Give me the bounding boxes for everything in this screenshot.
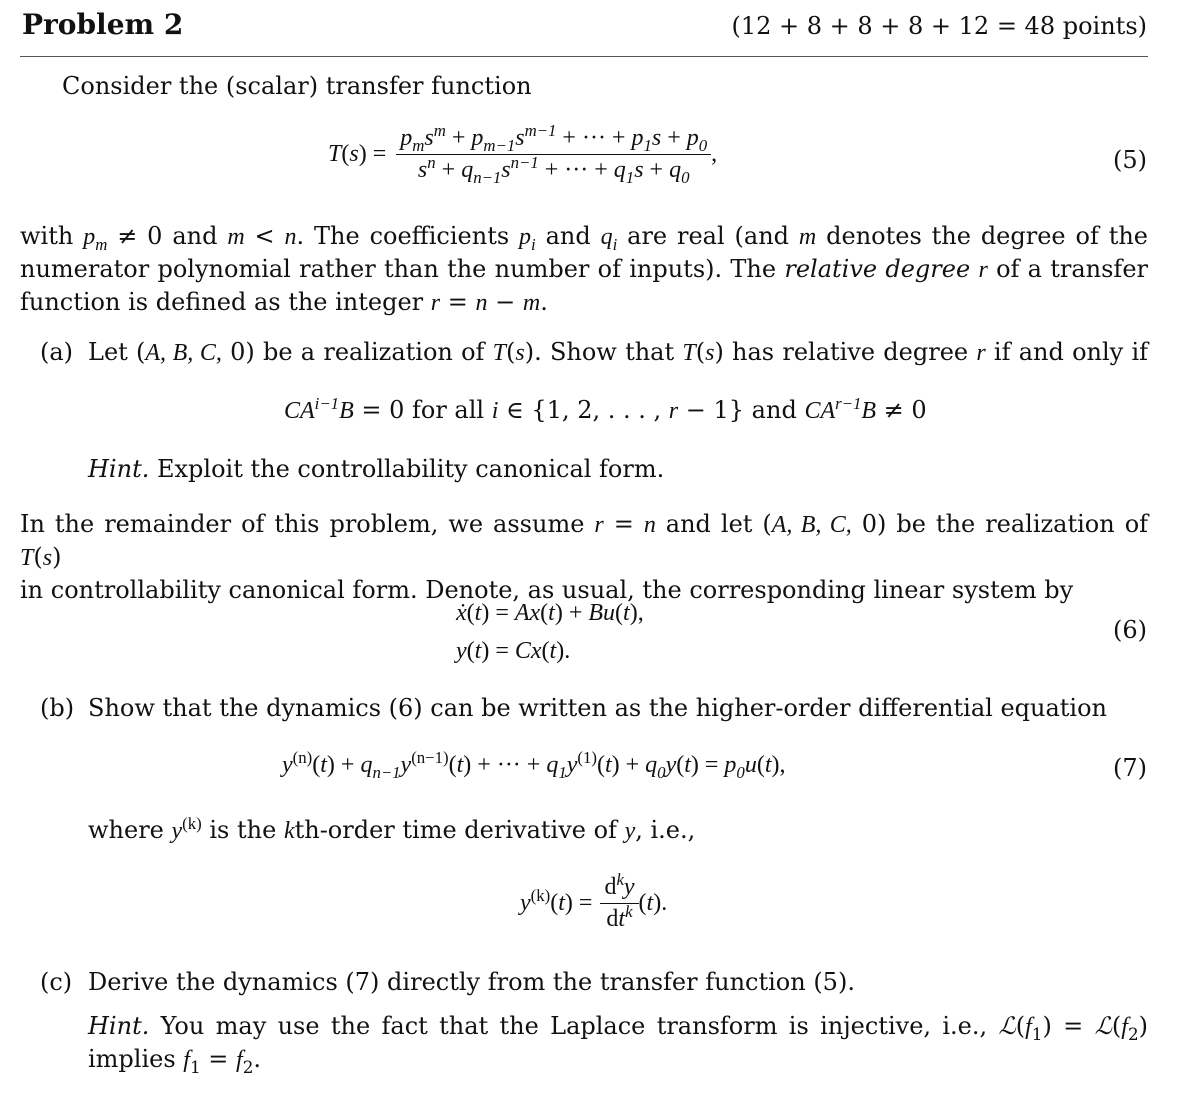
part-a-text: Let (A, B, C, 0) be a realization of T(s). Show that T(s) has relative degree r if and only if [88, 338, 1149, 366]
deriv-numerator: $d^ky$ [600, 874, 638, 904]
part-c-hint [88, 1010, 1148, 1076]
equation-5: T(s) = $\frac{p_ms^m + p_{m-1}s^{m-1} + \cdot\cdot\cdot + p_1s + p_0}{s^n + q_{n-1}s^{n-1} + \cdot\cdot\cdot + q_1s + q_0}$ , [328, 120, 718, 187]
part-a-condition: $CA^{i-1}B = 0$ for all i ∈ {1, 2, . . . , r − 1} and $CA^{r-1}B \ne 0$ [284, 394, 927, 424]
equation-7: $y^{(n)}(t) + q_{n-1}y^{(n-1)}(t)$ + ··· + $q_1y^{(1)}(t) + q_0y(t) = p_0u(t)$, [282, 748, 786, 782]
part-b-label: (b) [40, 694, 75, 722]
deriv-tail: (t). [638, 889, 668, 916]
part-b-where: where $y^{(k)}$ is the kth-order time derivative of y, i.e., [88, 814, 696, 844]
eq5-numerator: $p_ms^m + p_{m-1}s^{m-1}$ + ··· + $p_1s + p_0$ [396, 125, 711, 155]
deriv-lhs: $y^{(k)}(t)$ = [520, 885, 593, 916]
eq5-lhs: T(s) = [328, 140, 387, 167]
part-c-hint-line-1: Hint. You may use the fact that the Laplace transform is injective, i.e., $ℒ(f_1)$ = $ℒ(f_2)$ [88, 1012, 1148, 1044]
definition-line-2: numerator polynomial rather than the number of inputs). The relative degree r of a transfer [20, 255, 1148, 283]
eq6-line-2: y(t) = Cx(t). [456, 638, 571, 664]
part-c-hint-line-2: implies $f_1 = f_2$. [88, 1045, 262, 1077]
part-a-hint-text: Exploit the controllability canonical form. [156, 455, 665, 483]
eq5-denominator: $s^n + q_{n-1}s^{n-1}$ + ··· + $q_1s + q_0$ [417, 152, 690, 187]
eq6-label: (6) [1113, 616, 1147, 644]
derivative-definition [520, 866, 667, 940]
remainder-line-2: in controllability canonical form. Denote, as usual, the corresponding linear system by [20, 576, 1074, 604]
deriv-denominator: $dt^k$ [606, 901, 633, 932]
part-a-hint-label: Hint. [88, 455, 150, 483]
definition-paragraph [20, 220, 1148, 319]
intro-text: Consider the (scalar) transfer function [62, 72, 532, 100]
part-b-text: Show that the dynamics (6) can be written as the higher-order differential equation [88, 694, 1108, 722]
part-a-hint [88, 455, 664, 483]
eq7-label: (7) [1113, 754, 1147, 782]
eq5-fraction [396, 120, 711, 187]
problem-title: Problem 2 [22, 8, 184, 41]
remainder-paragraph [20, 508, 1148, 606]
points-summary: (12 + 8 + 8 + 8 + 12 = 48 points) [731, 12, 1147, 40]
part-c-text: Derive the dynamics (7) directly from the transfer function (5). [88, 968, 855, 996]
part-a-label: (a) [40, 338, 74, 366]
deriv-fraction [600, 869, 638, 933]
definition-line-3: function is defined as the integer r = n − m. [20, 288, 548, 316]
remainder-line-1: In the remainder of this problem, we assume r = n and let (A, B, C, 0) be the realization of T(s) [20, 510, 1149, 571]
eq5-label: (5) [1113, 146, 1147, 174]
definition-line-1: with $p_m \ne 0$ and m < n. The coefficients $p_i$ and $q_i$ are real (and m denotes the degree of the [20, 222, 1149, 254]
header-rule [20, 56, 1148, 57]
eq6-line-1: ẋ(t) = Ax(t) + Bu(t), [456, 600, 644, 626]
part-c-label: (c) [40, 968, 73, 996]
equation-6 [456, 594, 644, 670]
